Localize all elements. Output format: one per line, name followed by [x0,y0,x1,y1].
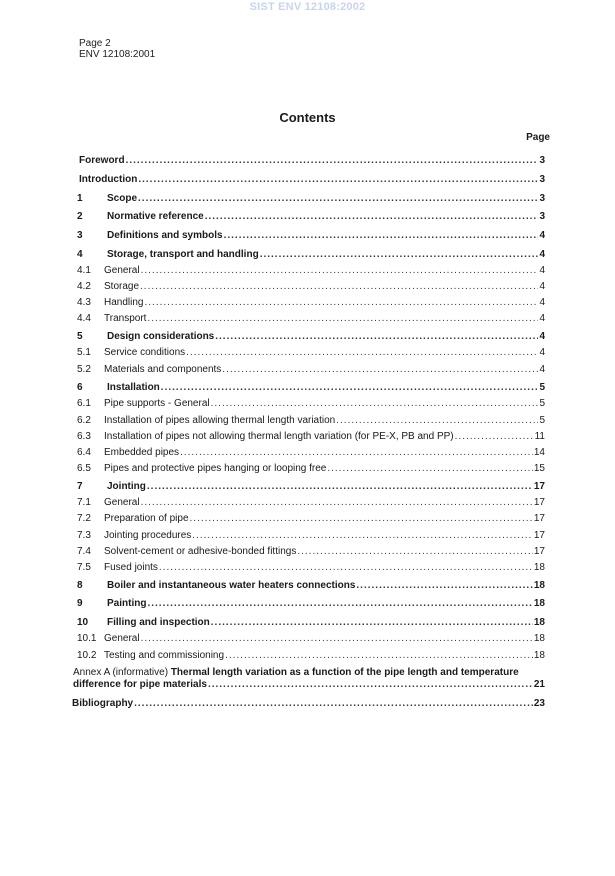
toc-entry-page: 3 [539,193,545,204]
leader-dots [141,265,539,277]
leader-dots [147,481,533,493]
leader-dots [141,633,533,645]
toc-entry-page: 17 [533,481,545,492]
toc-entry[interactable] [77,398,545,410]
toc-entry-title: Installation of pipes not allowing thermal length variation (for PE-X, PB and PP) [104,431,454,442]
toc-entry[interactable] [77,382,545,394]
leader-dots [211,617,533,629]
leader-dots [260,249,539,261]
toc-entry-page: 17 [533,513,545,524]
leader-dots [126,155,539,167]
toc-entry-page: 3 [539,211,545,222]
leader-dots [159,562,533,574]
toc-entry-page: 15 [533,463,545,474]
toc-entry-title: Installation of pipes allowing thermal length variation [104,415,336,426]
page-number-label: Page 2 [79,38,111,49]
toc-entry-title: Embedded pipes [104,447,180,458]
toc-entry-title: Fused joints [104,562,158,573]
leader-dots [225,650,533,662]
leader-dots [161,382,539,394]
annex-label: Annex A (informative) [73,667,169,678]
toc-entry-title: General [104,265,140,276]
toc-entry-page: 3 [539,155,545,166]
leader-dots [211,398,539,410]
toc-entry-number: 1 [77,193,83,204]
toc-entry-title: Design considerations [107,331,215,342]
toc-entry-page: 18 [533,650,545,661]
toc-entry-page: 18 [533,598,545,609]
toc-entry-number: 7.3 [77,530,91,541]
toc-entry-page: 17 [533,497,545,508]
toc-entry-title: General [104,497,140,508]
toc-entry-number: 5 [77,331,83,342]
toc-entry-title: Testing and commissioning [104,650,225,661]
toc-entry-number: 7.1 [77,497,91,508]
toc-entry[interactable] [77,481,545,493]
toc-entry[interactable] [77,562,545,574]
toc-entry-page: 4 [539,364,545,375]
toc-entry-number: 7 [77,481,83,492]
toc-entry[interactable] [77,633,545,645]
toc-entry-number: 6.5 [77,463,91,474]
toc-entry-title: Introduction [79,174,138,185]
toc-entry-number: 6 [77,382,83,393]
leader-dots [455,431,534,443]
toc-entry[interactable] [77,249,545,261]
leader-dots [147,313,538,325]
leader-dots [327,463,533,475]
annex-page: 21 [533,679,545,690]
toc-entry-number: 6.1 [77,398,91,409]
toc-entry-page: 3 [539,174,545,185]
leader-dots [224,230,539,242]
toc-entry-page: 4 [539,331,545,342]
toc-entry[interactable] [77,580,545,592]
toc-entry-number: 10.1 [77,633,97,644]
toc-entry-page: 14 [533,447,545,458]
toc-entry-number: 4.4 [77,313,91,324]
toc-entry[interactable] [77,447,545,459]
toc-entry[interactable] [77,415,545,427]
leader-dots [336,415,538,427]
toc-entry-page: 17 [533,546,545,557]
toc-entry-page: 5 [539,382,545,393]
toc-entry[interactable] [77,617,545,629]
toc-entry-title: Storage, transport and handling [107,249,259,260]
toc-entry[interactable] [77,347,545,359]
toc-entry-title: Preparation of pipe [104,513,189,524]
toc-entry-number: 7.4 [77,546,91,557]
toc-entry-title: Pipes and protective pipes hanging or looping free [104,463,327,474]
toc-entry-page: 18 [533,562,545,573]
toc-entry-number: 9 [77,598,83,609]
toc-entry-number: 4.1 [77,265,91,276]
toc-entry[interactable] [77,463,545,475]
toc-entry-title: Boiler and instantaneous water heaters connections [107,580,356,591]
toc-entry-title: Pipe supports - General [104,398,210,409]
toc-entry-number: 6.3 [77,431,91,442]
toc-entry-number: 6.4 [77,447,91,458]
bibliography-page: 23 [533,698,545,709]
toc-entry-number: 4.3 [77,297,91,308]
toc-entry-title: Jointing procedures [104,530,192,541]
toc-annex-entry[interactable] [73,667,545,691]
toc-entry-title: Handling [104,297,144,308]
toc-entry-number: 4 [77,249,83,260]
toc-entry[interactable] [77,546,545,558]
toc-entry-number: 7.5 [77,562,91,573]
toc-entry-title: Normative reference [107,211,204,222]
leader-dots [138,174,538,186]
toc-entry-number: 3 [77,230,83,241]
toc-entry-title: Installation [107,382,160,393]
toc-entry-number: 10 [77,617,89,628]
toc-entry[interactable] [77,513,545,525]
toc-entry-title: Storage [104,281,140,292]
toc-entry-number: 6.2 [77,415,91,426]
leader-dots [205,211,539,223]
toc-entry[interactable] [77,297,545,309]
leader-dots [180,447,533,459]
toc-entry-title: Service conditions [104,347,186,358]
toc-entry[interactable] [77,650,545,662]
leader-dots [356,580,532,592]
toc-entry-page: 11 [534,431,545,442]
annex-title-line2: difference for pipe materials [73,679,207,690]
toc-entry[interactable] [77,497,545,509]
toc-entry-page: 5 [539,398,545,409]
toc-entry-page: 17 [533,530,545,541]
toc-entry-title: General [104,633,140,644]
toc-entry[interactable] [77,211,545,223]
toc-entry[interactable] [79,155,545,167]
annex-title-line1: Thermal length variation as a function of the pipe length and temperature [170,667,519,678]
toc-entry-number: 5.1 [77,347,91,358]
leader-dots [144,297,538,309]
leader-dots [134,698,533,710]
toc-entry[interactable] [77,598,545,610]
toc-entry-number: 5.2 [77,364,91,375]
leader-dots [190,513,533,525]
leader-dots [208,679,533,691]
toc-entry[interactable] [79,174,545,186]
toc-entry[interactable] [77,313,545,325]
toc-entry[interactable] [77,431,545,443]
toc-entry-page: 4 [539,249,545,260]
toc-entry-title: Definitions and symbols [107,230,223,241]
leader-dots [215,331,538,343]
toc-entry-title: Scope [107,193,138,204]
leader-dots [192,530,533,542]
toc-entry-number: 10.2 [77,650,97,661]
toc-entry-number: 7.2 [77,513,91,524]
toc-entry[interactable] [77,193,545,205]
leader-dots [140,281,538,293]
toc-bibliography-entry[interactable] [72,698,545,710]
page-column-label: Page [526,132,550,143]
toc-entry-title: Materials and components [104,364,222,375]
toc-entry-page: 4 [539,281,545,292]
toc-entry[interactable] [77,530,545,542]
leader-dots [186,347,538,359]
toc-entry[interactable] [77,265,545,277]
toc-entry-page: 4 [539,313,545,324]
toc-entry-title: Filling and inspection [107,617,210,628]
leader-dots [141,497,533,509]
toc-entry-page: 4 [539,347,545,358]
leader-dots [297,546,533,558]
page-title: Contents [279,110,336,125]
toc-entry-page: 4 [539,265,545,276]
document-id: ENV 12108:2001 [79,49,156,60]
leader-dots [147,598,532,610]
toc-entry[interactable] [77,230,545,242]
bibliography-title: Bibliography [72,698,134,709]
toc-entry-number: 4.2 [77,281,91,292]
annex-line2 [73,679,545,691]
toc-entry[interactable] [77,331,545,343]
leader-dots [138,193,538,205]
toc-entry-title: Transport [104,313,147,324]
toc-entry-page: 5 [539,415,545,426]
toc-entry-number: 2 [77,211,83,222]
toc-entry[interactable] [77,364,545,376]
leader-dots [222,364,538,376]
toc-entry-page: 4 [539,297,545,308]
toc-entry-title: Solvent-cement or adhesive-bonded fittings [104,546,297,557]
toc-entry-title: Painting [107,598,147,609]
toc-entry[interactable] [77,281,545,293]
toc-entry-title: Foreword [79,155,125,166]
toc-entry-page: 18 [533,633,545,644]
toc-entry-page: 18 [533,580,545,591]
toc-entry-number: 8 [77,580,83,591]
watermark: SIST ENV 12108:2002 [249,1,366,13]
toc-entry-page: 4 [539,230,545,241]
toc-entry-page: 18 [533,617,545,628]
toc-entry-title: Jointing [107,481,146,492]
